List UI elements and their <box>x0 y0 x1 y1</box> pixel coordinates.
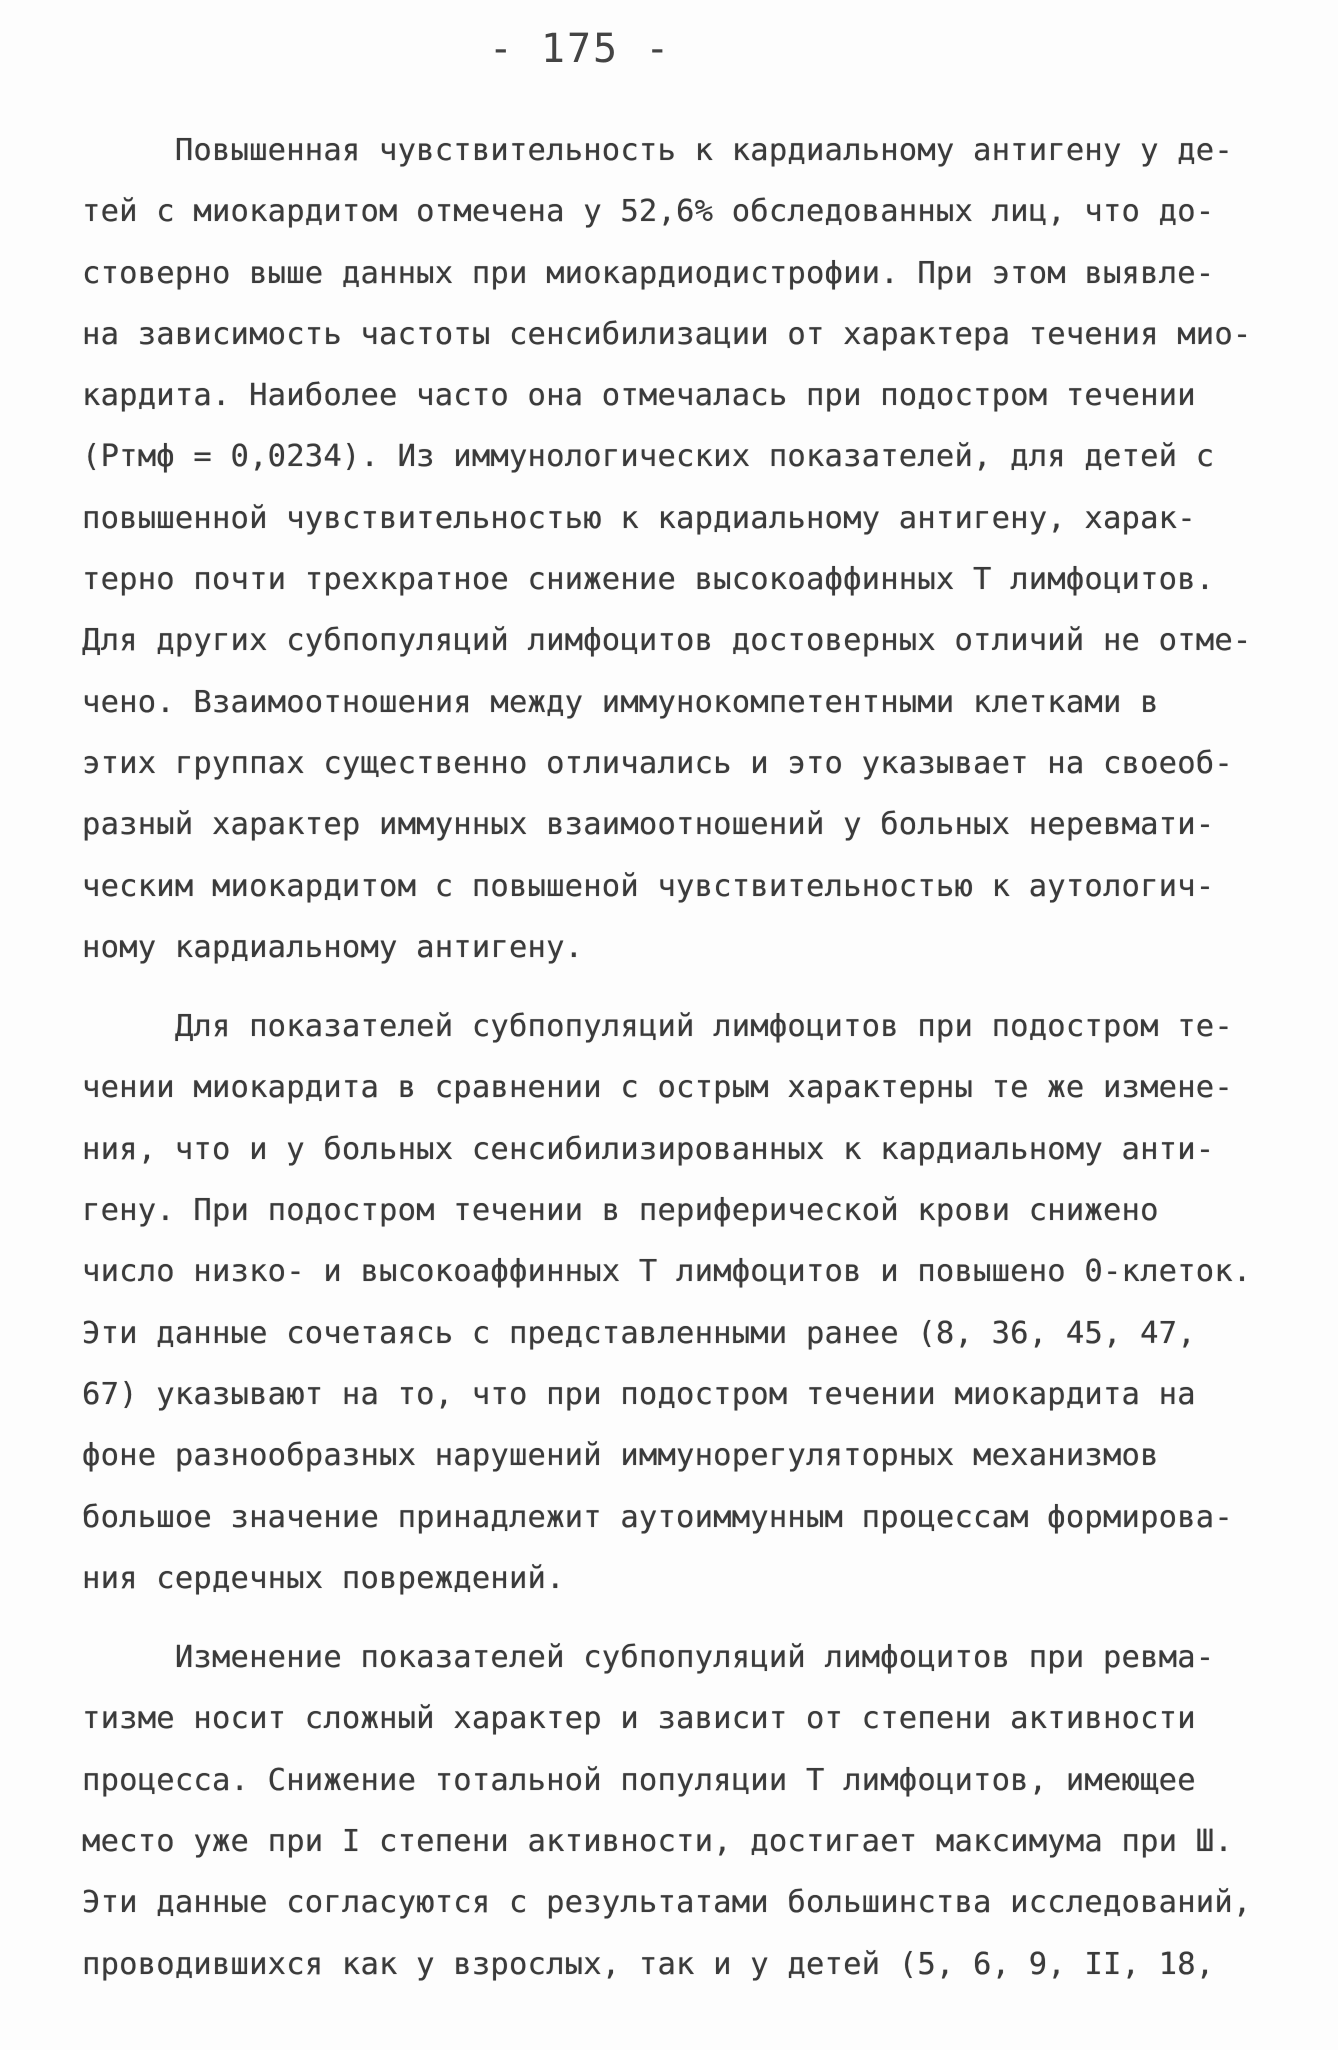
text-line: чении миокардита в сравнении с острым характерны те же измене- <box>82 1070 1233 1106</box>
text-line: ному кардиальному антигену. <box>82 929 584 965</box>
text-line: Повышенная чувствительность к кардиальному антигену у де- <box>82 133 1233 168</box>
text-line: большое значение принадлежит аутоиммунным процессам формирова- <box>82 1499 1233 1535</box>
text-line: 67) указывают на то, что при подостром течении миокардита на <box>82 1376 1196 1412</box>
text-line: повышенной чувствительностью к кардиальному антигену, харак- <box>82 500 1196 536</box>
text-line: разный характер иммунных взаимоотношений у больных неревмати- <box>82 807 1215 843</box>
text-line: проводившихся как у взрослых, так и у детей (5, 6, 9, II, 18, <box>82 1946 1215 1982</box>
text-line: гену. При подостром течении в периферической крови снижено <box>82 1193 1159 1229</box>
text-line: (Ртмф = 0,0234). Из иммунологических показателей, для детей с <box>82 439 1215 475</box>
text-line: место уже при I степени активности, достигает максимума при Ш. <box>82 1824 1233 1860</box>
text-line: число низко- и высокоаффинных Т лимфоцитов и повышено 0-клеток. <box>82 1254 1252 1290</box>
text-line: фоне разнообразных нарушений иммунорегуляторных механизмов <box>82 1438 1159 1474</box>
text-line: терно почти трехкратное снижение высокоаффинных Т лимфоцитов. <box>82 562 1215 598</box>
text-line: Для других субпопуляций лимфоцитов достоверных отличий не отме- <box>82 623 1252 659</box>
paragraph-gap <box>82 978 1262 996</box>
text-line: Эти данные сочетаясь с представленными ранее (8, 36, 45, 47, <box>82 1315 1196 1351</box>
text-line: ния сердечных повреждений. <box>82 1560 565 1596</box>
text-line: Эти данные согласуются с результатами большинства исследований, <box>82 1885 1252 1921</box>
text-line: ческим миокардитом с повышеной чувствительностью к аутологич- <box>82 868 1215 904</box>
text-line: чено. Взаимоотношения между иммунокомпетентными клетками в <box>82 684 1159 720</box>
body-text <box>82 120 1262 1995</box>
text-line: процесса. Снижение тотальной популяции Т лимфоцитов, имеющее <box>82 1762 1196 1798</box>
page-number: - 175 - <box>488 26 672 72</box>
paragraph-1 <box>82 120 1262 978</box>
text-line: на зависимость частоты сенсибилизации от характера течения мио- <box>82 316 1252 352</box>
text-line: тей с миокардитом отмечена у 52,6% обследованных лиц, что до- <box>82 194 1215 230</box>
text-line: Для показателей субпопуляций лимфоцитов при подостром те- <box>82 1009 1233 1045</box>
paragraph-gap <box>82 1609 1262 1627</box>
paragraph-2 <box>82 996 1262 1609</box>
paragraph-3 <box>82 1627 1262 1995</box>
text-line: этих группах существенно отличались и это указывает на своеоб- <box>82 745 1233 781</box>
text-line: кардита. Наиболее часто она отмечалась при подостром течении <box>82 378 1196 414</box>
text-line: Изменение показателей субпопуляций лимфоцитов при ревма- <box>82 1640 1215 1676</box>
text-line: стоверно выше данных при миокардиодистрофии. При этом выявле- <box>82 255 1215 291</box>
text-line: ния, что и у больных сенсибилизированных к кардиальному анти- <box>82 1131 1215 1167</box>
text-line: тизме носит сложный характер и зависит от степени активности <box>82 1701 1196 1737</box>
